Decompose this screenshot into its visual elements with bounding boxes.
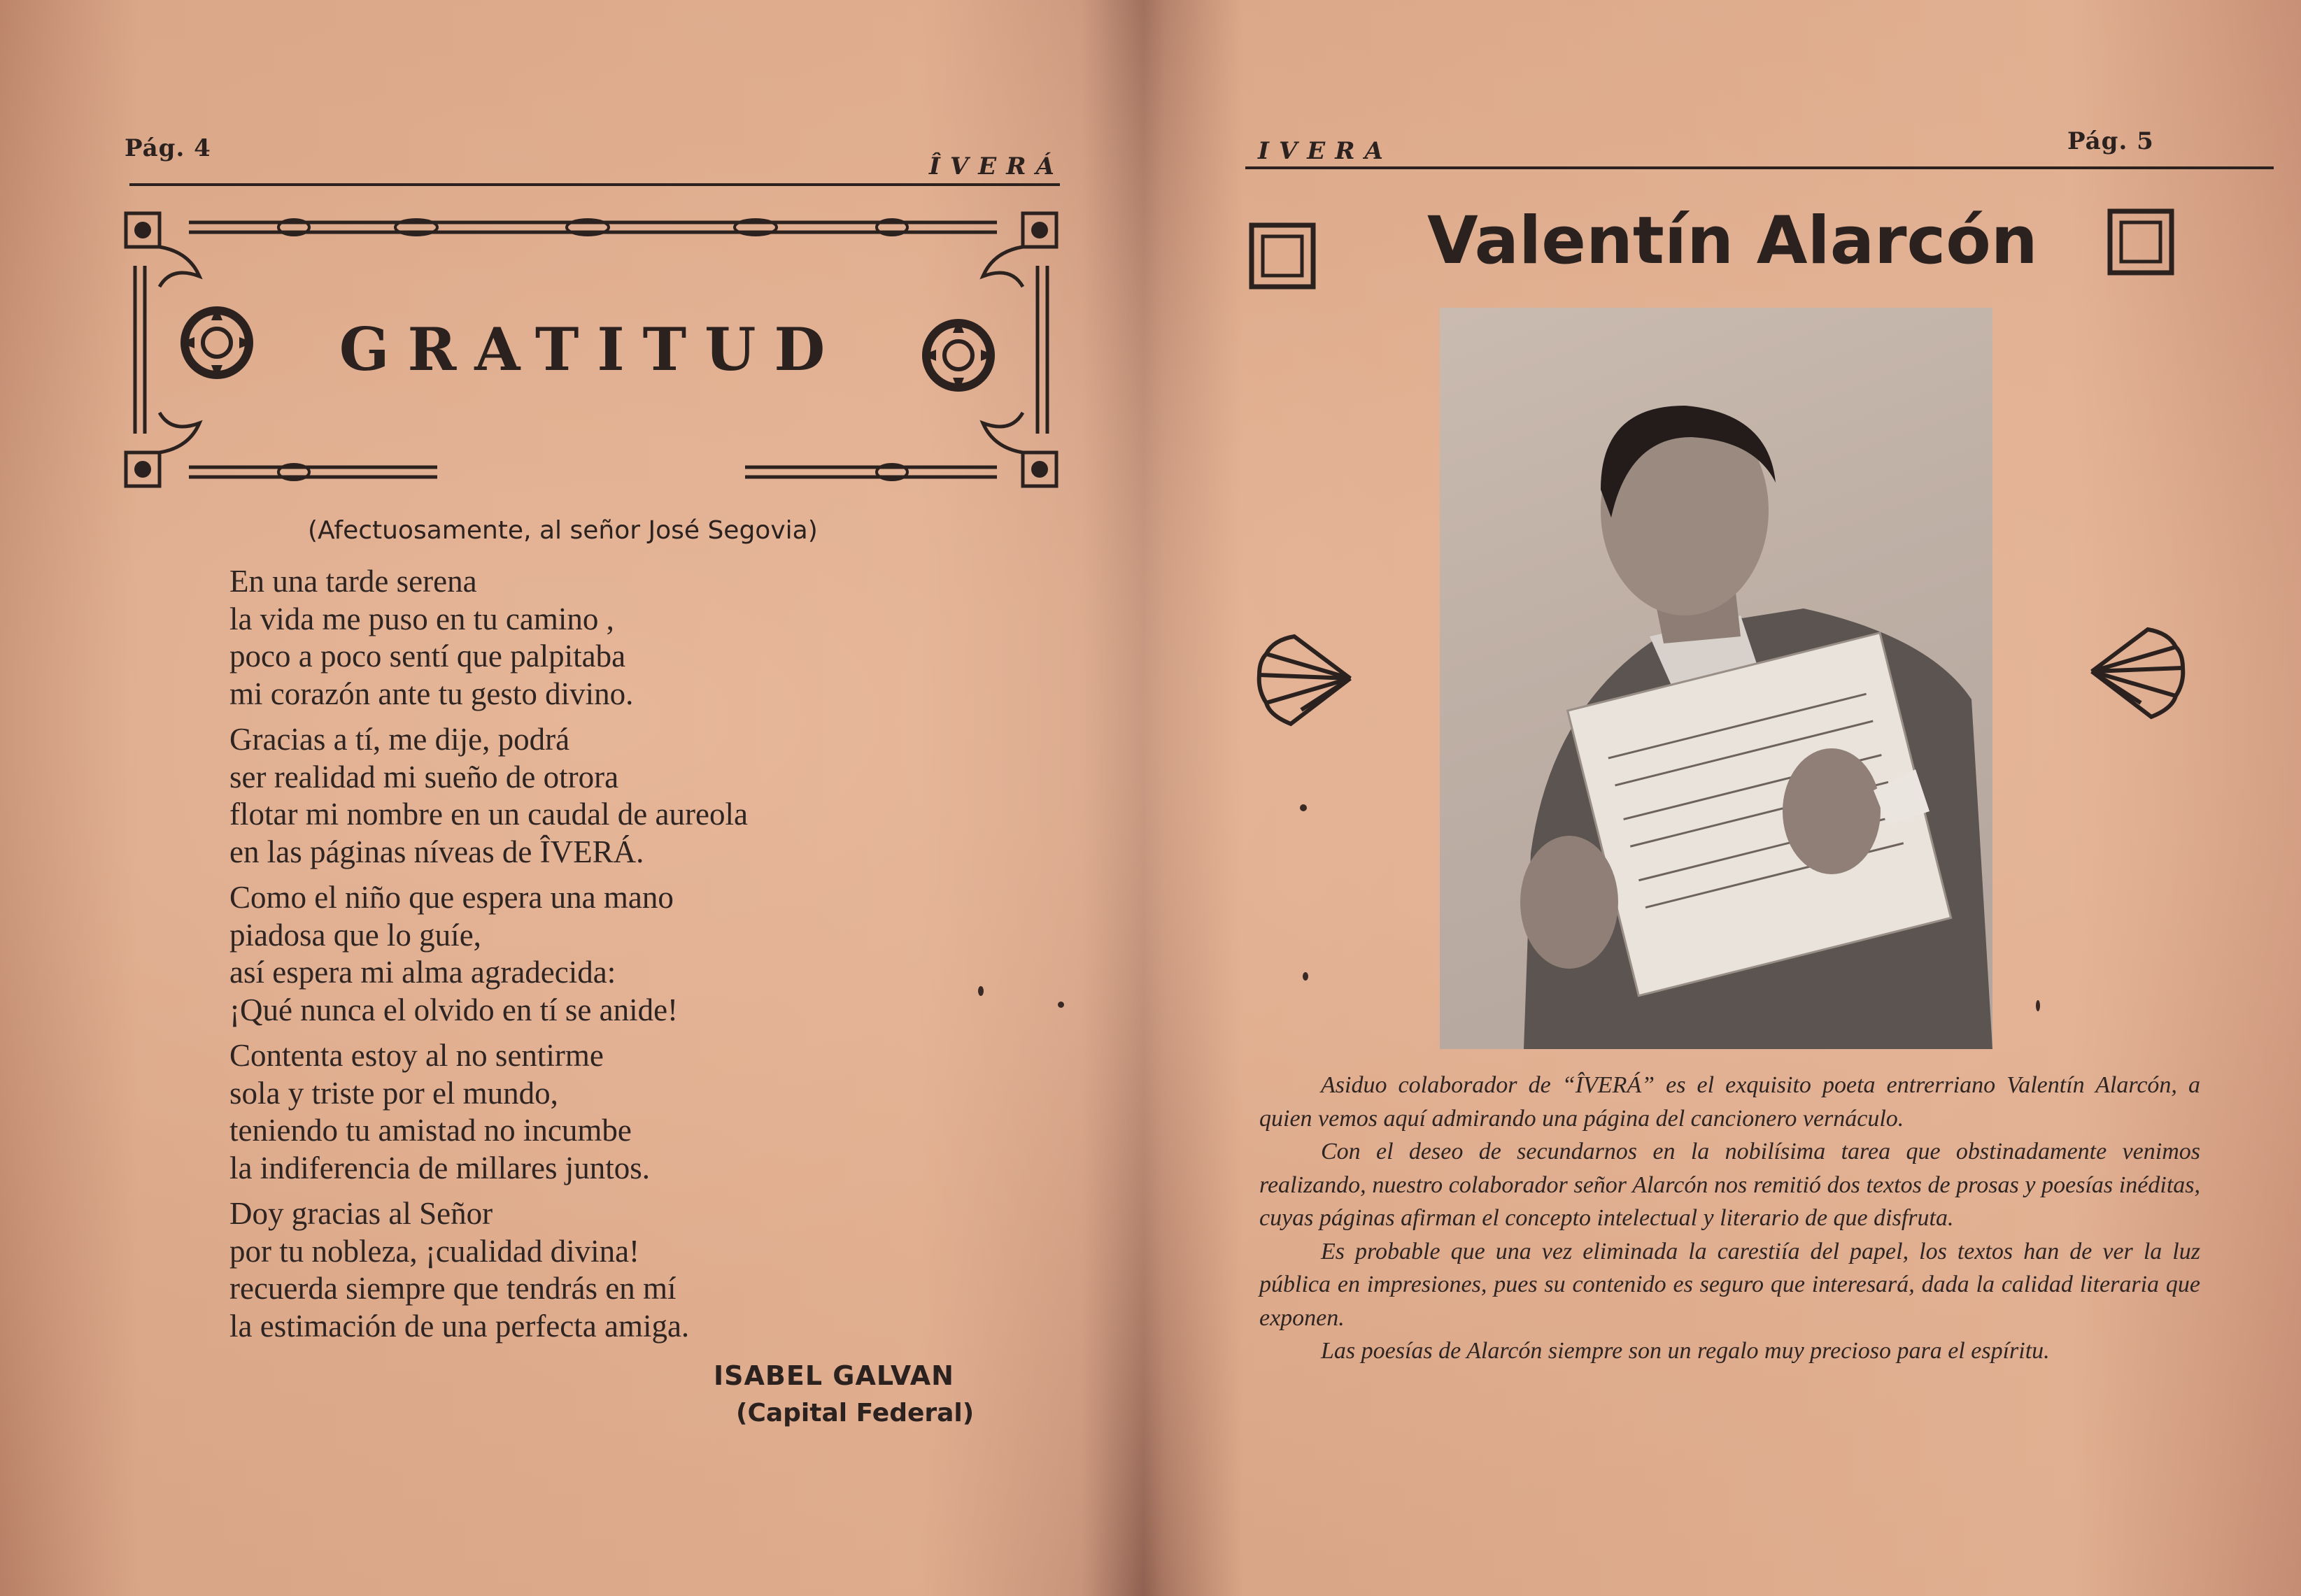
- poem-line: por tu nobleza, ¡cualidad divina!: [229, 1233, 640, 1269]
- poem-line: ser realidad mi sueño de otrora: [229, 759, 619, 795]
- poem-line: la vida me puso en tu camino ,: [229, 601, 614, 636]
- square-ornament-right-icon: [2107, 208, 2174, 276]
- paper-speck: [1300, 804, 1307, 811]
- poem-line: la estimación de una perfecta amiga.: [229, 1308, 690, 1344]
- poem-line: ¡Qué nunca el olvido en tí se anide!: [229, 992, 679, 1027]
- paper-speck: [978, 986, 984, 996]
- paper-speck: [2036, 1000, 2040, 1011]
- poem-line: mi corazón ante tu gesto divino.: [229, 676, 634, 711]
- portrait-figure: [1440, 308, 1992, 1049]
- poem-title: GRATITUD: [339, 315, 844, 384]
- poem-line: Contenta estoy al no sentirme: [229, 1038, 604, 1073]
- dedication: (Afectuosamente, al señor José Segovia): [308, 516, 818, 545]
- stanza: [229, 1195, 929, 1345]
- title-frame: [122, 210, 1060, 490]
- poem-line: poco a poco sentí que palpitaba: [229, 639, 626, 674]
- poem-line: flotar mi nombre en un caudal de aureola: [229, 797, 748, 832]
- poem-line: Doy gracias al Señor: [229, 1196, 493, 1231]
- poem-line: Gracias a tí, me dije, podrá: [229, 722, 570, 757]
- poem-line: teniendo tu amistad no incumbe: [229, 1113, 632, 1148]
- paper-speck: [1303, 972, 1308, 981]
- right-page-number: Pág. 5: [2067, 127, 2154, 155]
- poem-author-place: (Capital Federal): [736, 1399, 975, 1427]
- poem-line: la indiferencia de millares juntos.: [229, 1150, 651, 1185]
- stanza: [229, 879, 929, 1029]
- paper-speck: [1058, 1002, 1064, 1008]
- right-header-rule: [1245, 166, 2274, 169]
- article-title: Valentín Alarcón: [1427, 203, 2038, 279]
- article-paragraph: Es probable que una vez eliminada la carestiía del papel, los textos han de ver la luz pública en impresiones, pues su contenido es seguro que interesará, dada la calidad literaria que exponen.: [1259, 1238, 2200, 1331]
- right-page: [1147, 0, 2301, 1596]
- shell-fan-left-icon: [1252, 626, 1357, 731]
- article-body: [1259, 1069, 2200, 1368]
- left-header-rule: [129, 183, 1060, 186]
- portrait-photo: [1440, 308, 1992, 1049]
- right-running-head: IVERA: [1258, 137, 1393, 165]
- square-ornament-left-icon: [1249, 222, 1316, 290]
- article-paragraph: Las poesías de Alarcón siempre son un regalo muy precioso para el espíritu.: [1321, 1338, 2050, 1364]
- poem-line: así espera mi alma agradecida:: [229, 955, 616, 990]
- poem-line: En una tarde serena: [229, 564, 477, 599]
- article-paragraph: Asiduo colaborador de “ÎVERÁ” es el exquisito poeta entrerriano Valentín Alarcón, a quien vemos aquí admirando una página del cancionero vernáculo.: [1259, 1072, 2200, 1132]
- poem-line: en las páginas níveas de ÎVERÁ.: [229, 834, 644, 869]
- left-page: [0, 0, 1147, 1596]
- left-running-head: ÎVERÁ: [929, 152, 1064, 180]
- poem-line: piadosa que lo guíe,: [229, 917, 481, 953]
- stanza: [229, 721, 929, 871]
- poem-line: sola y triste por el mundo,: [229, 1075, 558, 1111]
- stanza: [229, 1037, 929, 1187]
- shell-fan-right-icon: [2085, 619, 2190, 724]
- left-page-number: Pág. 4: [125, 134, 211, 162]
- poem-author: ISABEL GALVAN: [714, 1360, 954, 1391]
- poem-line: Como el niño que espera una mano: [229, 880, 674, 915]
- article-paragraph: Con el deseo de secundarnos en la nobilísima tarea que obstinadamente venimos realizando, nuestro colaborador señor Alarcón nos remitió dos textos de prosas y poesías inéditas, cuyas páginas afirman el concepto intelectual y literario de que disfruta.: [1259, 1139, 2200, 1231]
- poem-line: recuerda siempre que tendrás en mí: [229, 1271, 677, 1306]
- stanza: [229, 563, 929, 713]
- poem-body: [229, 563, 929, 1353]
